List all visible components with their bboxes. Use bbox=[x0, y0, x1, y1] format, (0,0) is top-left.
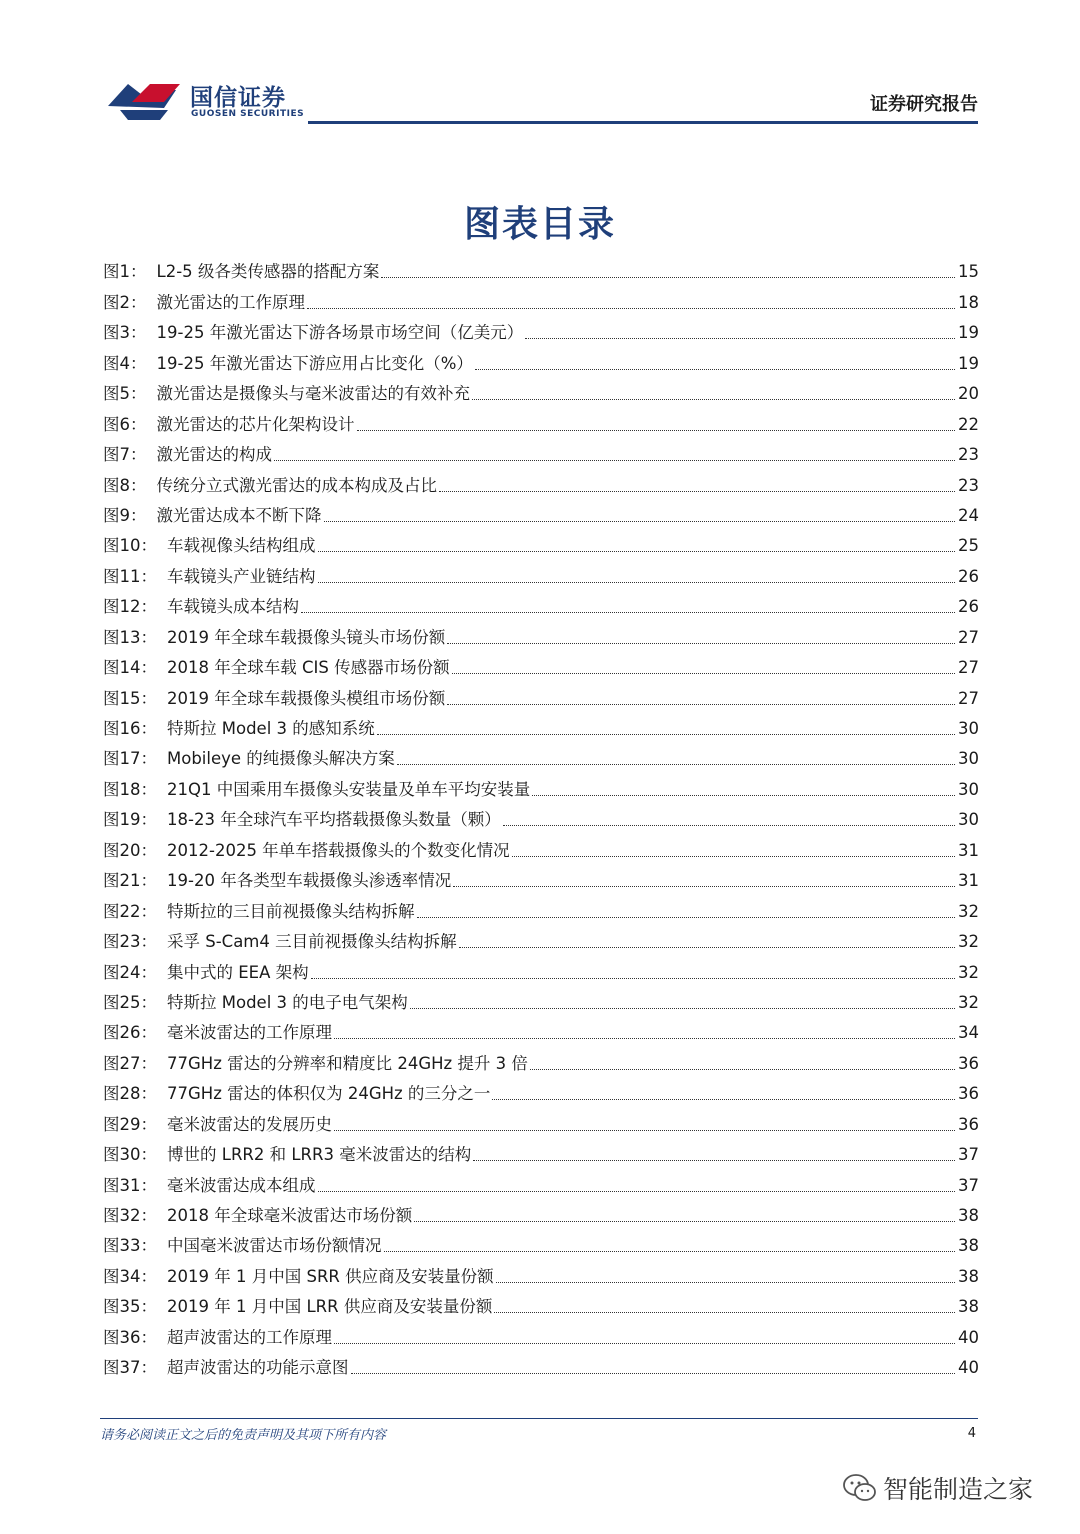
toc-entry[interactable] bbox=[103, 1105, 979, 1135]
dot-leader bbox=[384, 1251, 956, 1252]
dot-leader bbox=[530, 1069, 955, 1070]
page-ref: 36 bbox=[958, 1084, 979, 1104]
dot-leader bbox=[318, 551, 956, 552]
dot-leader bbox=[492, 1099, 955, 1100]
toc-entry[interactable] bbox=[103, 831, 979, 861]
dot-leader bbox=[381, 277, 955, 278]
figure-title: 毫米波雷达的工作原理 bbox=[167, 1023, 332, 1043]
toc-entry[interactable] bbox=[103, 253, 979, 283]
wechat-icon bbox=[842, 1473, 878, 1503]
figure-number: 图5： bbox=[103, 384, 147, 404]
toc-entry[interactable] bbox=[103, 710, 979, 740]
page-ref: 37 bbox=[958, 1145, 979, 1165]
header-divider bbox=[308, 121, 978, 124]
toc-entry[interactable] bbox=[103, 892, 979, 922]
dot-leader bbox=[532, 795, 955, 796]
page-ref: 31 bbox=[958, 840, 979, 860]
dot-leader bbox=[414, 1221, 955, 1222]
toc-entry[interactable] bbox=[103, 740, 979, 770]
page-ref: 40 bbox=[958, 1327, 979, 1347]
figure-number: 图15： bbox=[103, 688, 157, 708]
watermark-text: 智能制造之家 bbox=[883, 1475, 1034, 1504]
figure-number: 图6： bbox=[103, 414, 147, 434]
page-ref: 26 bbox=[958, 597, 979, 617]
figure-number: 图31： bbox=[103, 1175, 157, 1195]
toc-entry[interactable] bbox=[103, 801, 979, 831]
dot-leader bbox=[397, 764, 955, 765]
dot-leader bbox=[334, 1038, 955, 1039]
page-ref: 32 bbox=[958, 992, 979, 1012]
dot-leader bbox=[334, 1130, 955, 1131]
toc-entry[interactable] bbox=[103, 1318, 979, 1348]
figure-number: 图7： bbox=[103, 445, 147, 465]
page-ref: 25 bbox=[958, 536, 979, 556]
figure-title: 2018 年全球车载 CIS 传感器市场份额 bbox=[167, 658, 450, 678]
figure-title: 19-25 年激光雷达下游各场景市场空间（亿美元） bbox=[156, 323, 524, 343]
figure-number: 图10： bbox=[103, 536, 157, 556]
toc-entry[interactable] bbox=[103, 862, 979, 892]
page-title: 图表目录 bbox=[463, 204, 616, 246]
page-ref: 37 bbox=[958, 1175, 979, 1195]
dot-leader bbox=[475, 369, 955, 370]
footer-divider bbox=[100, 1418, 978, 1419]
figure-title: 2019 年 1 月中国 LRR 供应商及安装量份额 bbox=[167, 1297, 493, 1317]
toc-entry[interactable] bbox=[103, 314, 979, 344]
figure-number: 图16： bbox=[103, 719, 157, 738]
toc-entry[interactable] bbox=[103, 588, 979, 618]
dot-leader bbox=[452, 673, 955, 674]
dot-leader bbox=[459, 947, 955, 948]
figure-title: 车载镜头产业链结构 bbox=[167, 566, 316, 586]
toc-entry[interactable] bbox=[103, 1166, 979, 1196]
toc-entry[interactable] bbox=[103, 1257, 979, 1287]
dot-leader bbox=[439, 491, 955, 492]
dot-leader bbox=[512, 856, 955, 857]
page-ref: 38 bbox=[958, 1206, 979, 1225]
figure-number: 图1： bbox=[103, 262, 147, 282]
dot-leader bbox=[357, 430, 956, 431]
figure-title: 车载镜头成本结构 bbox=[167, 597, 299, 617]
figure-number: 图36： bbox=[103, 1327, 157, 1347]
figure-title: 特斯拉 Model 3 的电子电气架构 bbox=[167, 992, 408, 1012]
figure-number: 图19： bbox=[103, 810, 157, 830]
dot-leader bbox=[472, 399, 955, 400]
figure-number: 图29： bbox=[103, 1114, 157, 1134]
figure-title: 21Q1 中国乘用车摄像头安装量及单车平均安装量 bbox=[167, 779, 531, 799]
figure-title: 毫米波雷达的发展历史 bbox=[167, 1114, 332, 1134]
figure-title: L2-5 级各类传感器的搭配方案 bbox=[156, 262, 380, 282]
figure-number: 图24： bbox=[103, 962, 157, 982]
dot-leader bbox=[318, 1191, 956, 1192]
toc-entry[interactable] bbox=[103, 1197, 979, 1227]
dot-leader bbox=[274, 460, 955, 461]
figure-title: 激光雷达是摄像头与毫米波雷达的有效补充 bbox=[156, 384, 470, 404]
figure-title: 激光雷达成本不断下降 bbox=[156, 505, 322, 525]
dot-leader bbox=[324, 521, 956, 522]
toc-entry[interactable] bbox=[103, 923, 979, 953]
dot-leader bbox=[351, 1373, 956, 1374]
figure-title: 超声波雷达的功能示意图 bbox=[167, 1358, 349, 1378]
figure-number: 图23： bbox=[103, 932, 157, 952]
page-ref: 30 bbox=[958, 749, 979, 769]
page-ref: 30 bbox=[958, 779, 979, 799]
dot-leader bbox=[410, 1008, 955, 1009]
toc-entry[interactable] bbox=[103, 953, 979, 983]
page-number: 4 bbox=[967, 1426, 976, 1441]
figure-title: 2019 年全球车载摄像头模组市场份额 bbox=[167, 688, 446, 708]
figure-title: 中国毫米波雷达市场份额情况 bbox=[167, 1236, 382, 1256]
figure-title: 特斯拉的三目前视摄像头结构拆解 bbox=[167, 901, 415, 921]
figure-title: 激光雷达的芯片化架构设计 bbox=[156, 414, 355, 434]
page-ref: 27 bbox=[958, 627, 979, 647]
toc-entry[interactable] bbox=[103, 1288, 979, 1318]
page-ref: 23 bbox=[958, 445, 979, 465]
figure-number: 图9： bbox=[103, 505, 147, 525]
page-ref: 19 bbox=[958, 353, 979, 373]
page-ref: 38 bbox=[958, 1236, 979, 1256]
figure-number: 图18： bbox=[103, 779, 157, 799]
guosen-logo bbox=[106, 76, 305, 124]
dot-leader bbox=[377, 734, 955, 735]
toc-entry[interactable] bbox=[103, 1014, 979, 1044]
toc-entry[interactable] bbox=[103, 618, 979, 648]
toc-entry[interactable] bbox=[103, 466, 979, 496]
guosen-logo-mark bbox=[106, 76, 186, 124]
page-ref: 32 bbox=[958, 962, 979, 982]
figure-number: 图14： bbox=[103, 658, 157, 678]
toc-entry[interactable] bbox=[103, 497, 979, 527]
toc-entry[interactable] bbox=[103, 283, 979, 313]
figure-title: 2012-2025 年单车搭载摄像头的个数变化情况 bbox=[167, 840, 510, 860]
page-ref: 30 bbox=[958, 719, 979, 738]
toc-entry[interactable] bbox=[103, 1349, 979, 1379]
figure-title: 77GHz 雷达的体积仅为 24GHz 的三分之一 bbox=[167, 1084, 491, 1104]
toc-entry[interactable] bbox=[103, 1136, 979, 1166]
report-type-label: 证券研究报告 bbox=[870, 94, 978, 115]
figure-title: 集中式的 EEA 架构 bbox=[167, 962, 309, 982]
toc-entry[interactable] bbox=[103, 436, 979, 466]
dot-leader bbox=[453, 886, 955, 887]
toc-entry[interactable] bbox=[103, 344, 979, 374]
figure-title: 激光雷达的工作原理 bbox=[156, 292, 305, 312]
page-ref: 40 bbox=[958, 1358, 979, 1378]
dot-leader bbox=[525, 338, 955, 339]
dot-leader bbox=[417, 917, 956, 918]
figure-title: 2019 年 1 月中国 SRR 供应商及安装量份额 bbox=[167, 1266, 494, 1286]
dot-leader bbox=[503, 825, 955, 826]
page-ref: 18 bbox=[958, 292, 979, 312]
page-ref: 38 bbox=[958, 1297, 979, 1317]
figure-number: 图33： bbox=[103, 1236, 157, 1256]
figure-title: 博世的 LRR2 和 LRR3 毫米波雷达的结构 bbox=[167, 1145, 472, 1165]
toc-entry[interactable] bbox=[103, 984, 979, 1014]
page-ref: 31 bbox=[958, 871, 979, 891]
page-ref: 27 bbox=[958, 688, 979, 708]
figure-title: 特斯拉 Model 3 的感知系统 bbox=[167, 719, 375, 738]
dot-leader bbox=[334, 1343, 955, 1344]
figure-number: 图35： bbox=[103, 1297, 157, 1317]
figure-number: 图37： bbox=[103, 1358, 157, 1378]
figure-number: 图17： bbox=[103, 749, 157, 769]
dot-leader bbox=[496, 1282, 955, 1283]
page-ref: 34 bbox=[958, 1023, 979, 1043]
figure-title: 传统分立式激光雷达的成本构成及占比 bbox=[156, 475, 437, 495]
page-ref: 22 bbox=[958, 414, 979, 434]
page-ref: 23 bbox=[958, 475, 979, 495]
dot-leader bbox=[473, 1160, 955, 1161]
figure-number: 图22： bbox=[103, 901, 157, 921]
figure-title: 车载视像头结构组成 bbox=[167, 536, 316, 556]
logo-chinese-name: 国信证券 bbox=[190, 85, 286, 111]
figure-number: 图3： bbox=[103, 323, 147, 343]
dot-leader bbox=[311, 978, 955, 979]
toc-entry[interactable] bbox=[103, 649, 979, 679]
figure-title: 19-25 年激光雷达下游应用占比变化（%） bbox=[156, 353, 473, 373]
figure-number: 图21： bbox=[103, 871, 157, 891]
figure-number: 图4： bbox=[103, 353, 147, 373]
figure-title: 采孚 S-Cam4 三目前视摄像头结构拆解 bbox=[167, 932, 457, 952]
figure-number: 图11： bbox=[103, 566, 157, 586]
page-ref: 27 bbox=[958, 658, 979, 678]
figure-number: 图2： bbox=[103, 292, 147, 312]
page-ref: 15 bbox=[958, 262, 979, 282]
page-ref: 19 bbox=[958, 323, 979, 343]
page-ref: 26 bbox=[958, 566, 979, 586]
dot-leader bbox=[447, 704, 955, 705]
figure-title: 77GHz 雷达的分辨率和精度比 24GHz 提升 3 倍 bbox=[167, 1053, 528, 1073]
page-ref: 36 bbox=[958, 1053, 979, 1073]
page-ref: 36 bbox=[958, 1114, 979, 1134]
page-ref: 32 bbox=[958, 901, 979, 921]
figure-number: 图26： bbox=[103, 1023, 157, 1043]
page-ref: 32 bbox=[958, 932, 979, 952]
figure-number: 图30： bbox=[103, 1145, 157, 1165]
toc-entry[interactable] bbox=[103, 1044, 979, 1074]
figure-title: 毫米波雷达成本组成 bbox=[167, 1175, 316, 1195]
disclaimer-text: 请务必阅读正文之后的免责声明及其项下所有内容 bbox=[100, 1428, 387, 1443]
toc-entry[interactable] bbox=[103, 557, 979, 587]
toc-entry[interactable] bbox=[103, 679, 979, 709]
toc-entry[interactable] bbox=[103, 770, 979, 800]
page-ref: 38 bbox=[958, 1266, 979, 1286]
figure-number: 图34： bbox=[103, 1266, 157, 1286]
page-ref: 30 bbox=[958, 810, 979, 830]
figure-title: 18-23 年全球汽车平均搭载摄像头数量（颗） bbox=[167, 810, 501, 830]
figure-number: 图27： bbox=[103, 1053, 157, 1073]
logo-english-name: GUOSEN SECURITIES bbox=[191, 109, 305, 119]
figure-number: 图25： bbox=[103, 992, 157, 1012]
figure-number: 图32： bbox=[103, 1206, 157, 1225]
figure-number: 图28： bbox=[103, 1084, 157, 1104]
figure-title: 超声波雷达的工作原理 bbox=[167, 1327, 332, 1347]
figure-title: 19-20 年各类型车载摄像头渗透率情况 bbox=[167, 871, 452, 891]
dot-leader bbox=[318, 582, 956, 583]
page-ref: 24 bbox=[958, 505, 979, 525]
figure-number: 图12： bbox=[103, 597, 157, 617]
toc-entry[interactable] bbox=[103, 375, 979, 405]
toc-entry[interactable] bbox=[103, 527, 979, 557]
figure-number: 图8： bbox=[103, 475, 147, 495]
figure-title: 2019 年全球车载摄像头镜头市场份额 bbox=[167, 627, 446, 647]
figure-title: Mobileye 的纯摄像头解决方案 bbox=[167, 749, 395, 769]
dot-leader bbox=[494, 1312, 955, 1313]
figure-index-list bbox=[103, 253, 979, 1379]
figure-title: 2018 年全球毫米波雷达市场份额 bbox=[167, 1206, 413, 1225]
dot-leader bbox=[301, 612, 955, 613]
dot-leader bbox=[447, 643, 955, 644]
toc-entry[interactable] bbox=[103, 1075, 979, 1105]
toc-entry[interactable] bbox=[103, 1227, 979, 1257]
toc-entry[interactable] bbox=[103, 405, 979, 435]
figure-number: 图13： bbox=[103, 627, 157, 647]
page-ref: 20 bbox=[958, 384, 979, 404]
figure-number: 图20： bbox=[103, 840, 157, 860]
figure-title: 激光雷达的构成 bbox=[156, 445, 272, 465]
dot-leader bbox=[307, 308, 955, 309]
